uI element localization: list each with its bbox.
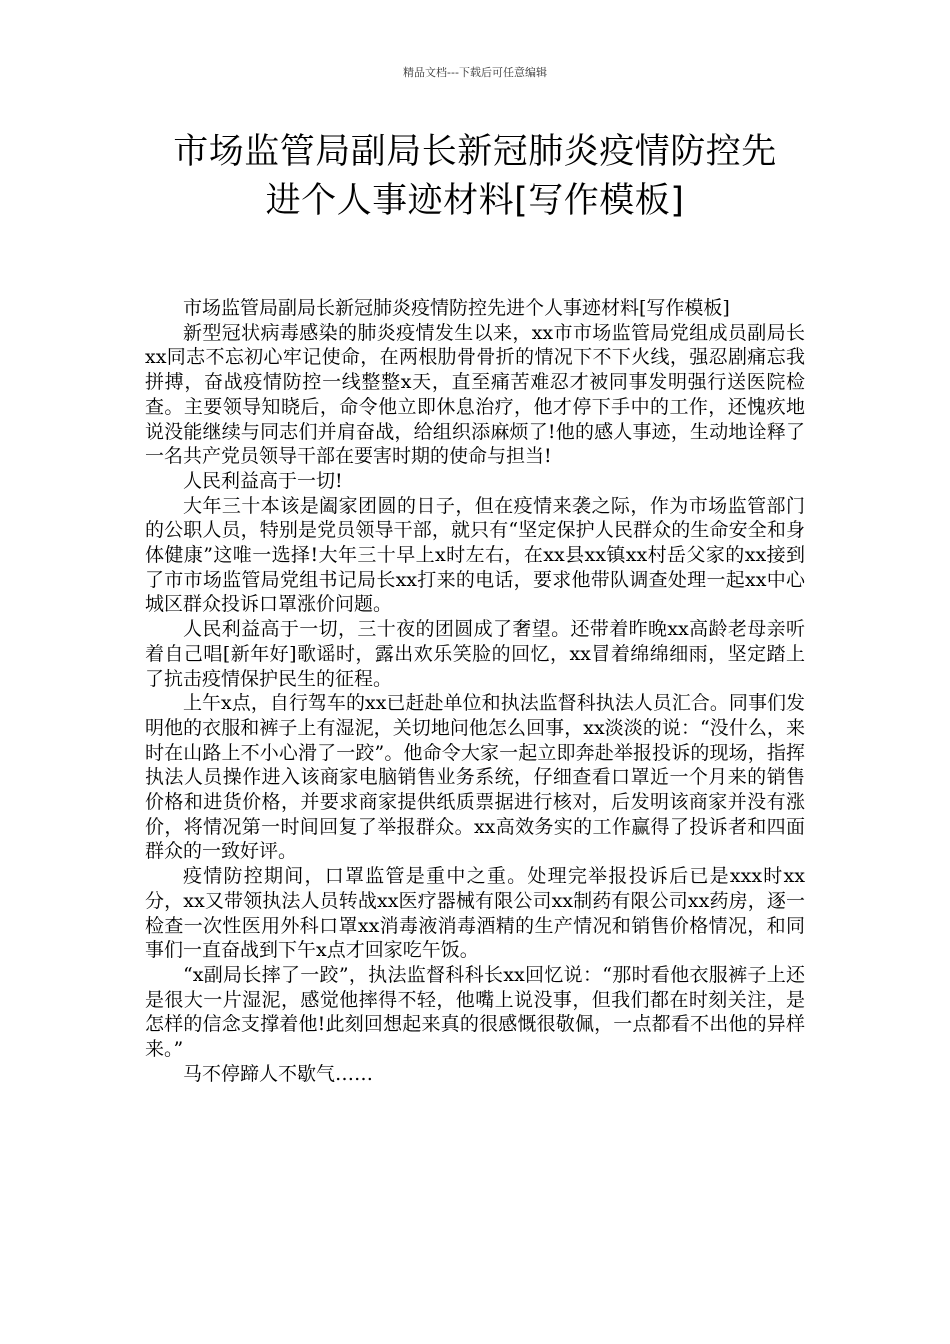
paragraph-repeat-title: 市场监管局副局长新冠肺炎疫情防控先进个人事迹材料[写作模板] bbox=[183, 297, 730, 319]
document-title bbox=[120, 128, 830, 226]
paragraph-quote: “x副局长摔了一跤”，执法监督科科长xx回忆说：“那时看他衣服裤子上还是很大一片湿泥，感觉他摔得不轻，他嘴上说没事，但我们都在时刻关注，是怎样的信念支撑着他!此刻回想起来真的很感慨很敬佩，一点都看不出他的异样来。” bbox=[145, 963, 805, 1061]
title-line-2: 进个人事迹材料[写作模板] bbox=[265, 181, 685, 221]
paragraph-heading: 人民利益高于一切! bbox=[183, 469, 343, 492]
document-body bbox=[145, 296, 805, 1087]
paragraph-intro: 新型冠状病毒感染的肺炎疫情发生以来，xx市市场监管局党组成员副局长xx同志不忘初心牢记使命，在两根肋骨骨折的情况下不下火线，强忍剧痛忘我拼搏，奋战疫情防控一线整整x天，直至痛苦难忍才被同事发明强行送医院检查。主要领导知晓后，命令他立即休息治疗，他才停下手中的工作，还愧疚地说没能继续与同志们并肩奋战，给组织添麻烦了!他的感人事迹，生动地诠释了一名共产党员领导干部在要害时期的使命与担当! bbox=[145, 321, 805, 468]
paragraph-reunion: 人民利益高于一切，三十夜的团圆成了奢望。还带着昨晚xx高龄老母亲听着自己唱[新年好]歌谣时，露出欢乐笑脸的回忆，xx冒着绵绵细雨，坚定踏上了抗击疫情保护民生的征程。 bbox=[145, 618, 805, 690]
paragraph-mask-supervision: 疫情防控期间，口罩监管是重中之重。处理完举报投诉后已是xxx时xx分，xx又带领执法人员转战xx医疗器械有限公司xx制药有限公司xx药房，逐一检查一次性医用外科口罩xx消毒液消毒酒精的生产情况和销售价格情况，和同事们一直奋战到下午x点才回家吃午饭。 bbox=[145, 865, 805, 962]
header-note: 精品文档---下载后可任意编辑 bbox=[403, 66, 547, 79]
paragraph-morning: 上午x点，自行驾车的xx已赶赴单位和执法监督科执法人员汇合。同事们发明他的衣服和裤子上有湿泥，关切地问他怎么回事，xx淡淡的说：“没什么，来时在山路上不小心滑了一跤”。他命令大家一起立即奔赴举报投诉的现场，指挥执法人员操作进入该商家电脑销售业务系统，仔细查看口罩近一个月来的销售价格和进货价格，并要求商家提供纸质票据进行核对，后发明该商家并没有涨价，将情况第一时间回复了举报群众。xx高效务实的工作赢得了投诉者和四面群众的一致好评。 bbox=[145, 692, 805, 863]
title-line-1: 市场监管局副局长新冠肺炎疫情防控先 bbox=[173, 132, 777, 172]
paragraph-new-year-eve: 大年三十本该是阖家团圆的日子，但在疫情来袭之际，作为市场监管部门的公职人员，特别是党员领导干部，就只有“坚定保护人民群众的生命安全和身体健康”这唯一选择!大年三十早上x时左右，在xx县xx镇xx村岳父家的xx接到了市市场监管局党组书记局长xx打来的电话，要求他带队调查处理一起xx中心城区群众投诉口罩涨价问题。 bbox=[145, 494, 805, 616]
paragraph-closing: 马不停蹄人不歇气…… bbox=[183, 1062, 374, 1085]
